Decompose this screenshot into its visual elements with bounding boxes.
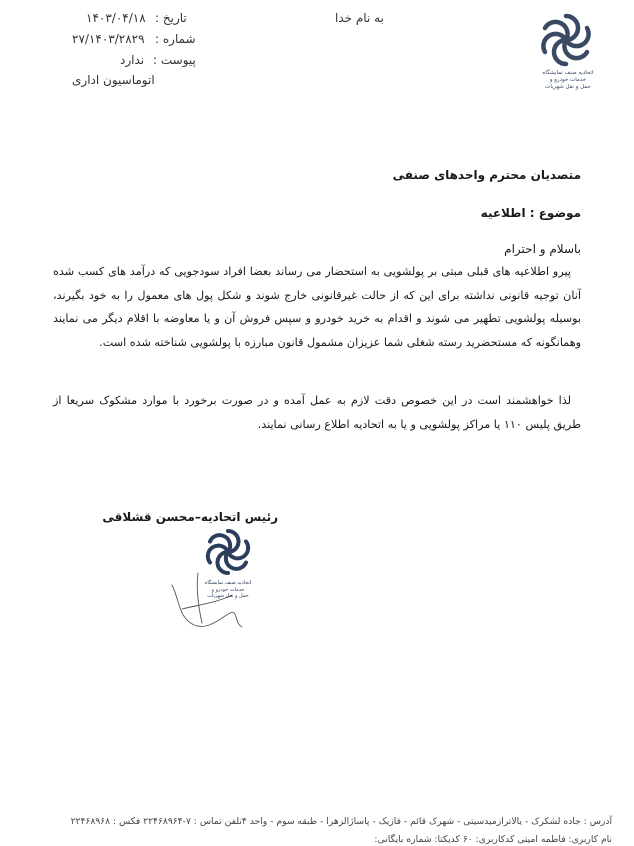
date-label: تاریخ :	[155, 11, 187, 25]
organization-logo	[532, 10, 608, 98]
logo-line-2: خدمات خودرو و	[549, 77, 587, 83]
number-label: شماره :	[155, 32, 196, 46]
body-paragraph-1: پیرو اطلاعیه های قبلی مبتی بر پولشویی به استحضار می رساند بعضا افراد سودجویی که درآمد های کسب شده آنان توجیه قانونی نداشته برای این که از حالت غیرقانونی خارج شوند و شکل پول های معمول را به خود بگیرند، بوسیله پولشویی تطهیر می شوند و اقدام به خرید خودرو و سپس فروش آن و یا معاوضه با اقلام دیگر می نمایند وهمانگونه که مستحضرید رسته شغلی شما عزیزان مشمول قانون مبارزه با پولشویی شناخته شده است.	[53, 265, 581, 350]
subject-line: موضوع : اطلاعیه	[480, 206, 581, 220]
invocation: به نام خدا	[335, 11, 384, 25]
footer-address: آدرس : جاده لشکرک - یالاترازمیدسیتی - شهرک قائم - فازیک - پاساژالزهرا - طبقه سوم - واحد ۴تلفن تماس : ۷-۲۲۴۶۸۹۶۴ فکس : ۲۲۴۶۸۹۶۸	[70, 816, 612, 827]
handwritten-signature	[168, 565, 258, 635]
greeting: باسلام و احترام	[504, 242, 581, 256]
stamp-line-2: خدمات خودرو و	[211, 586, 245, 593]
body-paragraph-2: لذا خواهشمند است در این خصوص دقت لازم به عمل آمده و در صورت برخورد با موارد مشکوک سریعا از طریق پلیس ۱۱۰ یا مراکز پولشویی و یا به اتحادیه اطلاع رسانی نمایند.	[53, 394, 581, 431]
stamp-line-3: حمل و نقل شهریات	[207, 593, 249, 599]
stamp-line-1: اتحادیه صنف نمایشگاه	[204, 580, 252, 586]
number-value: ۲۷/۱۴۰۳/۲۸۲۹	[72, 32, 145, 46]
logo-line-3: حمل و نقل شهریات	[545, 84, 591, 90]
signature-title: رئیس اتحادیه–محسن قشلاقی	[102, 510, 278, 524]
date-value: ۱۴۰۳/۰۴/۱۸	[86, 11, 146, 25]
logo-line-1: اتحادیه صنف نمایشگاه	[542, 70, 594, 76]
footer-user-info: نام کاربری: فاطمه امیتی کدکاربری: ۶۰ کدیکتا: شماره بایگانی:	[374, 834, 612, 845]
attachment-label: پیوست :	[153, 53, 196, 67]
attachment-value: ندارد	[120, 53, 145, 67]
office-automation-label: اتوماسیون اداری	[72, 73, 155, 87]
addressee: متصدیان محترم واحدهای صنفی	[392, 168, 581, 182]
